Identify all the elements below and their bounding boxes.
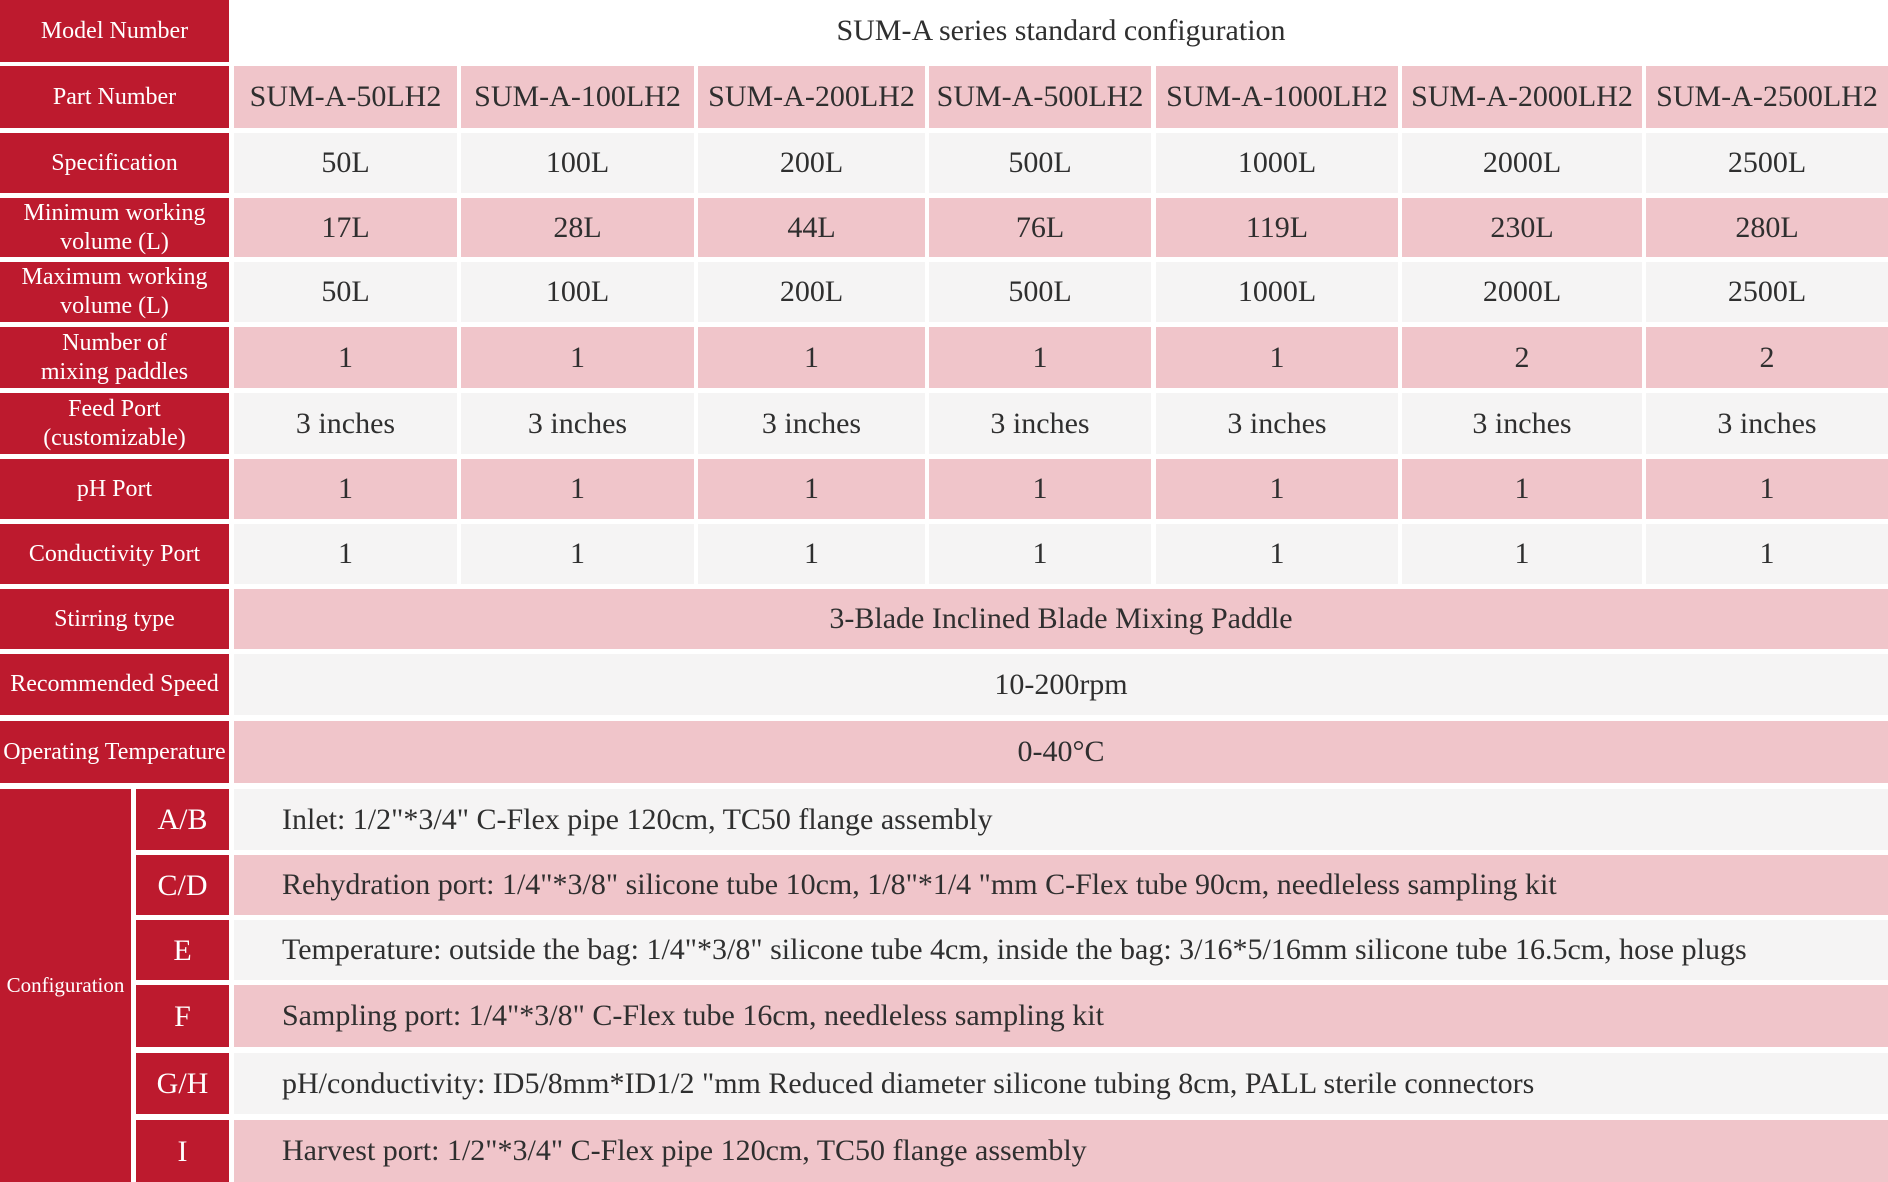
spec-cell: 2000L — [1402, 133, 1642, 193]
config-detail: Inlet: 1/2"*3/4" C-Flex pipe 120cm, TC50 flange assembly — [234, 789, 1888, 850]
conductivity-port-cell: 1 — [1402, 524, 1642, 584]
part-number-cell: SUM-A-1000LH2 — [1156, 66, 1398, 128]
feed-port-cell: 3 inches — [698, 393, 925, 454]
part-number-cell: SUM-A-100LH2 — [461, 66, 694, 128]
stirring-type-value: 3-Blade Inclined Blade Mixing Paddle — [234, 589, 1888, 649]
row-label-line: Number of — [62, 329, 167, 356]
row-label-line: (customizable) — [43, 424, 186, 451]
conductivity-port-cell: 1 — [1156, 524, 1398, 584]
min-volume-cell: 280L — [1646, 198, 1888, 257]
row-label-min-volume — [0, 198, 229, 257]
max-volume-cell: 500L — [929, 262, 1151, 322]
paddles-cell: 1 — [234, 327, 457, 388]
conductivity-port-cell: 1 — [461, 524, 694, 584]
min-volume-cell: 76L — [929, 198, 1151, 257]
row-label-paddles — [0, 327, 229, 388]
paddles-cell: 1 — [698, 327, 925, 388]
ph-port-cell: 1 — [1156, 459, 1398, 519]
feed-port-cell: 3 inches — [1402, 393, 1642, 454]
spec-cell: 200L — [698, 133, 925, 193]
max-volume-cell: 2000L — [1402, 262, 1642, 322]
feed-port-cell: 3 inches — [234, 393, 457, 454]
conductivity-port-cell: 1 — [1646, 524, 1888, 584]
ph-port-cell: 1 — [698, 459, 925, 519]
row-label-line: Minimum working — [23, 199, 206, 226]
paddles-cell: 1 — [1156, 327, 1398, 388]
recommended-speed-value: 10-200rpm — [234, 654, 1888, 715]
operating-temperature-value: 0-40°C — [234, 721, 1888, 783]
row-label-model-number: Model Number — [0, 0, 229, 62]
conductivity-port-cell: 1 — [234, 524, 457, 584]
feed-port-cell: 3 inches — [1646, 393, 1888, 454]
ph-port-cell: 1 — [1402, 459, 1642, 519]
spec-cell: 500L — [929, 133, 1151, 193]
spec-cell: 1000L — [1156, 133, 1398, 193]
row-label-line: volume (L) — [60, 228, 169, 255]
max-volume-cell: 100L — [461, 262, 694, 322]
config-detail: Temperature: outside the bag: 1/4"*3/8" silicone tube 4cm, inside the bag: 3/16*5/16mm silicone tube 16.5cm, hose plugs — [234, 920, 1888, 980]
ph-port-cell: 1 — [461, 459, 694, 519]
part-number-cell: SUM-A-2000LH2 — [1402, 66, 1642, 128]
min-volume-cell: 28L — [461, 198, 694, 257]
row-label-configuration: Configuration — [0, 789, 131, 1182]
config-code: G/H — [136, 1053, 229, 1114]
paddles-cell: 2 — [1646, 327, 1888, 388]
config-code: F — [136, 985, 229, 1047]
row-label-specification: Specification — [0, 133, 229, 193]
part-number-cell: SUM-A-50LH2 — [234, 66, 457, 128]
row-label-ph-port: pH Port — [0, 459, 229, 519]
min-volume-cell: 17L — [234, 198, 457, 257]
spec-cell: 100L — [461, 133, 694, 193]
config-detail: Rehydration port: 1/4"*3/8" silicone tube 10cm, 1/8"*1/4 "mm C-Flex tube 90cm, needleless sampling kit — [234, 855, 1888, 915]
min-volume-cell: 44L — [698, 198, 925, 257]
spec-cell: 2500L — [1646, 133, 1888, 193]
row-label-line: Feed Port — [68, 395, 161, 422]
config-code: E — [136, 920, 229, 980]
paddles-cell: 1 — [929, 327, 1151, 388]
config-code: I — [136, 1120, 229, 1182]
table-title: SUM-A series standard configuration — [836, 14, 1286, 47]
ph-port-cell: 1 — [1646, 459, 1888, 519]
row-label-conductivity-port: Conductivity Port — [0, 524, 229, 584]
max-volume-cell: 50L — [234, 262, 457, 322]
config-detail: Harvest port: 1/2"*3/4" C-Flex pipe 120cm, TC50 flange assembly — [234, 1120, 1888, 1182]
row-label-line: volume (L) — [60, 293, 169, 319]
min-volume-cell: 230L — [1402, 198, 1642, 257]
part-number-cell: SUM-A-500LH2 — [929, 66, 1151, 128]
config-code: A/B — [136, 789, 229, 850]
row-label-feed-port — [0, 393, 229, 454]
config-detail: Sampling port: 1/4"*3/8" C-Flex tube 16cm, needleless sampling kit — [234, 985, 1888, 1047]
feed-port-cell: 3 inches — [929, 393, 1151, 454]
config-code: C/D — [136, 855, 229, 915]
ph-port-cell: 1 — [234, 459, 457, 519]
feed-port-cell: 3 inches — [461, 393, 694, 454]
spec-cell: 50L — [234, 133, 457, 193]
part-number-cell: SUM-A-200LH2 — [698, 66, 925, 128]
row-label-line: mixing paddles — [40, 358, 189, 385]
conductivity-port-cell: 1 — [698, 524, 925, 584]
feed-port-cell: 3 inches — [1156, 393, 1398, 454]
paddles-cell: 1 — [461, 327, 694, 388]
ph-port-cell: 1 — [929, 459, 1151, 519]
row-label-part-number: Part Number — [0, 66, 229, 128]
row-label-operating-temperature: Operating Temperature — [0, 721, 229, 783]
conductivity-port-cell: 1 — [929, 524, 1151, 584]
max-volume-cell: 1000L — [1156, 262, 1398, 322]
config-detail: pH/conductivity: ID5/8mm*ID1/2 "mm Reduced diameter silicone tubing 8cm, PALL sterile connectors — [234, 1053, 1888, 1114]
min-volume-cell: 119L — [1156, 198, 1398, 257]
row-label-recommended-speed: Recommended Speed — [0, 654, 229, 715]
paddles-cell: 2 — [1402, 327, 1642, 388]
part-number-cell: SUM-A-2500LH2 — [1646, 66, 1888, 128]
row-label-max-volume — [0, 262, 229, 322]
row-label-stirring-type: Stirring type — [0, 589, 229, 649]
max-volume-cell: 200L — [698, 262, 925, 322]
row-label-line: Maximum working — [21, 264, 208, 290]
max-volume-cell: 2500L — [1646, 262, 1888, 322]
